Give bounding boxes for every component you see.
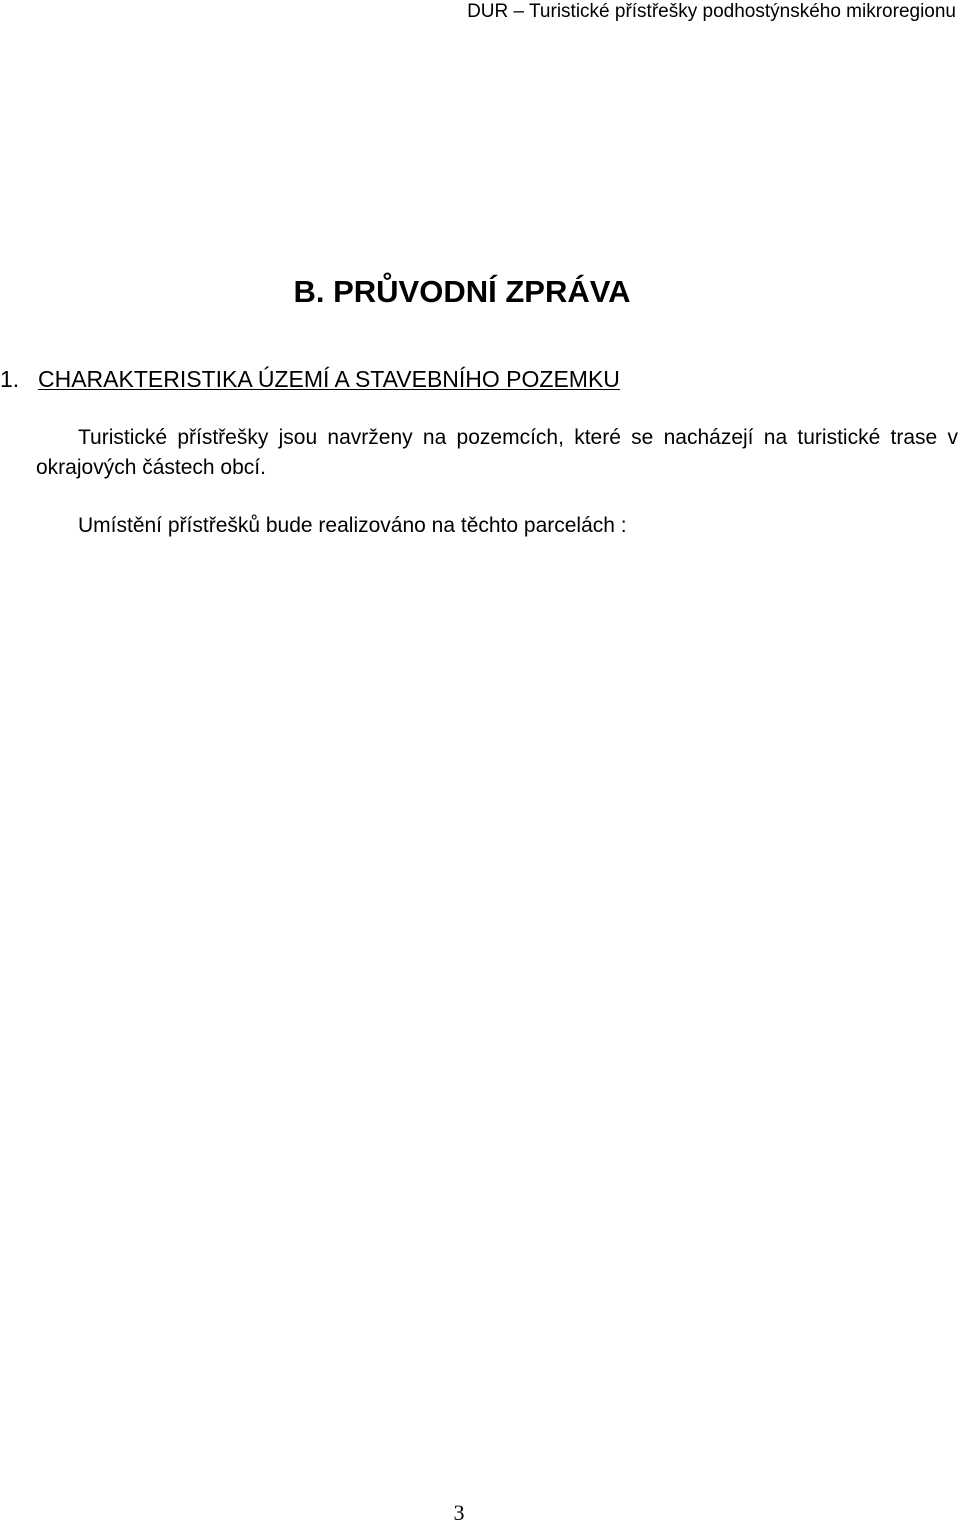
section-heading [0, 365, 620, 393]
section-title: CHARAKTERISTIKA ÚZEMÍ A STAVEBNÍHO POZEMKU [38, 366, 620, 392]
section-number: 1. [0, 366, 20, 392]
running-header: DUR – Turistické přístřešky podhostýnského mikroregionu [467, 1, 956, 22]
page-number: 3 [453, 1500, 465, 1525]
document-title: B. PRŮVODNÍ ZPRÁVA [293, 274, 631, 309]
paragraph-intro: Turistické přístřešky jsou navrženy na pozemcích, které se nacházejí na turistické trase v okrajových částech obcí. [36, 426, 958, 479]
paragraph-parcels: Umístění přístřešků bude realizováno na těchto parcelách : [78, 514, 627, 537]
